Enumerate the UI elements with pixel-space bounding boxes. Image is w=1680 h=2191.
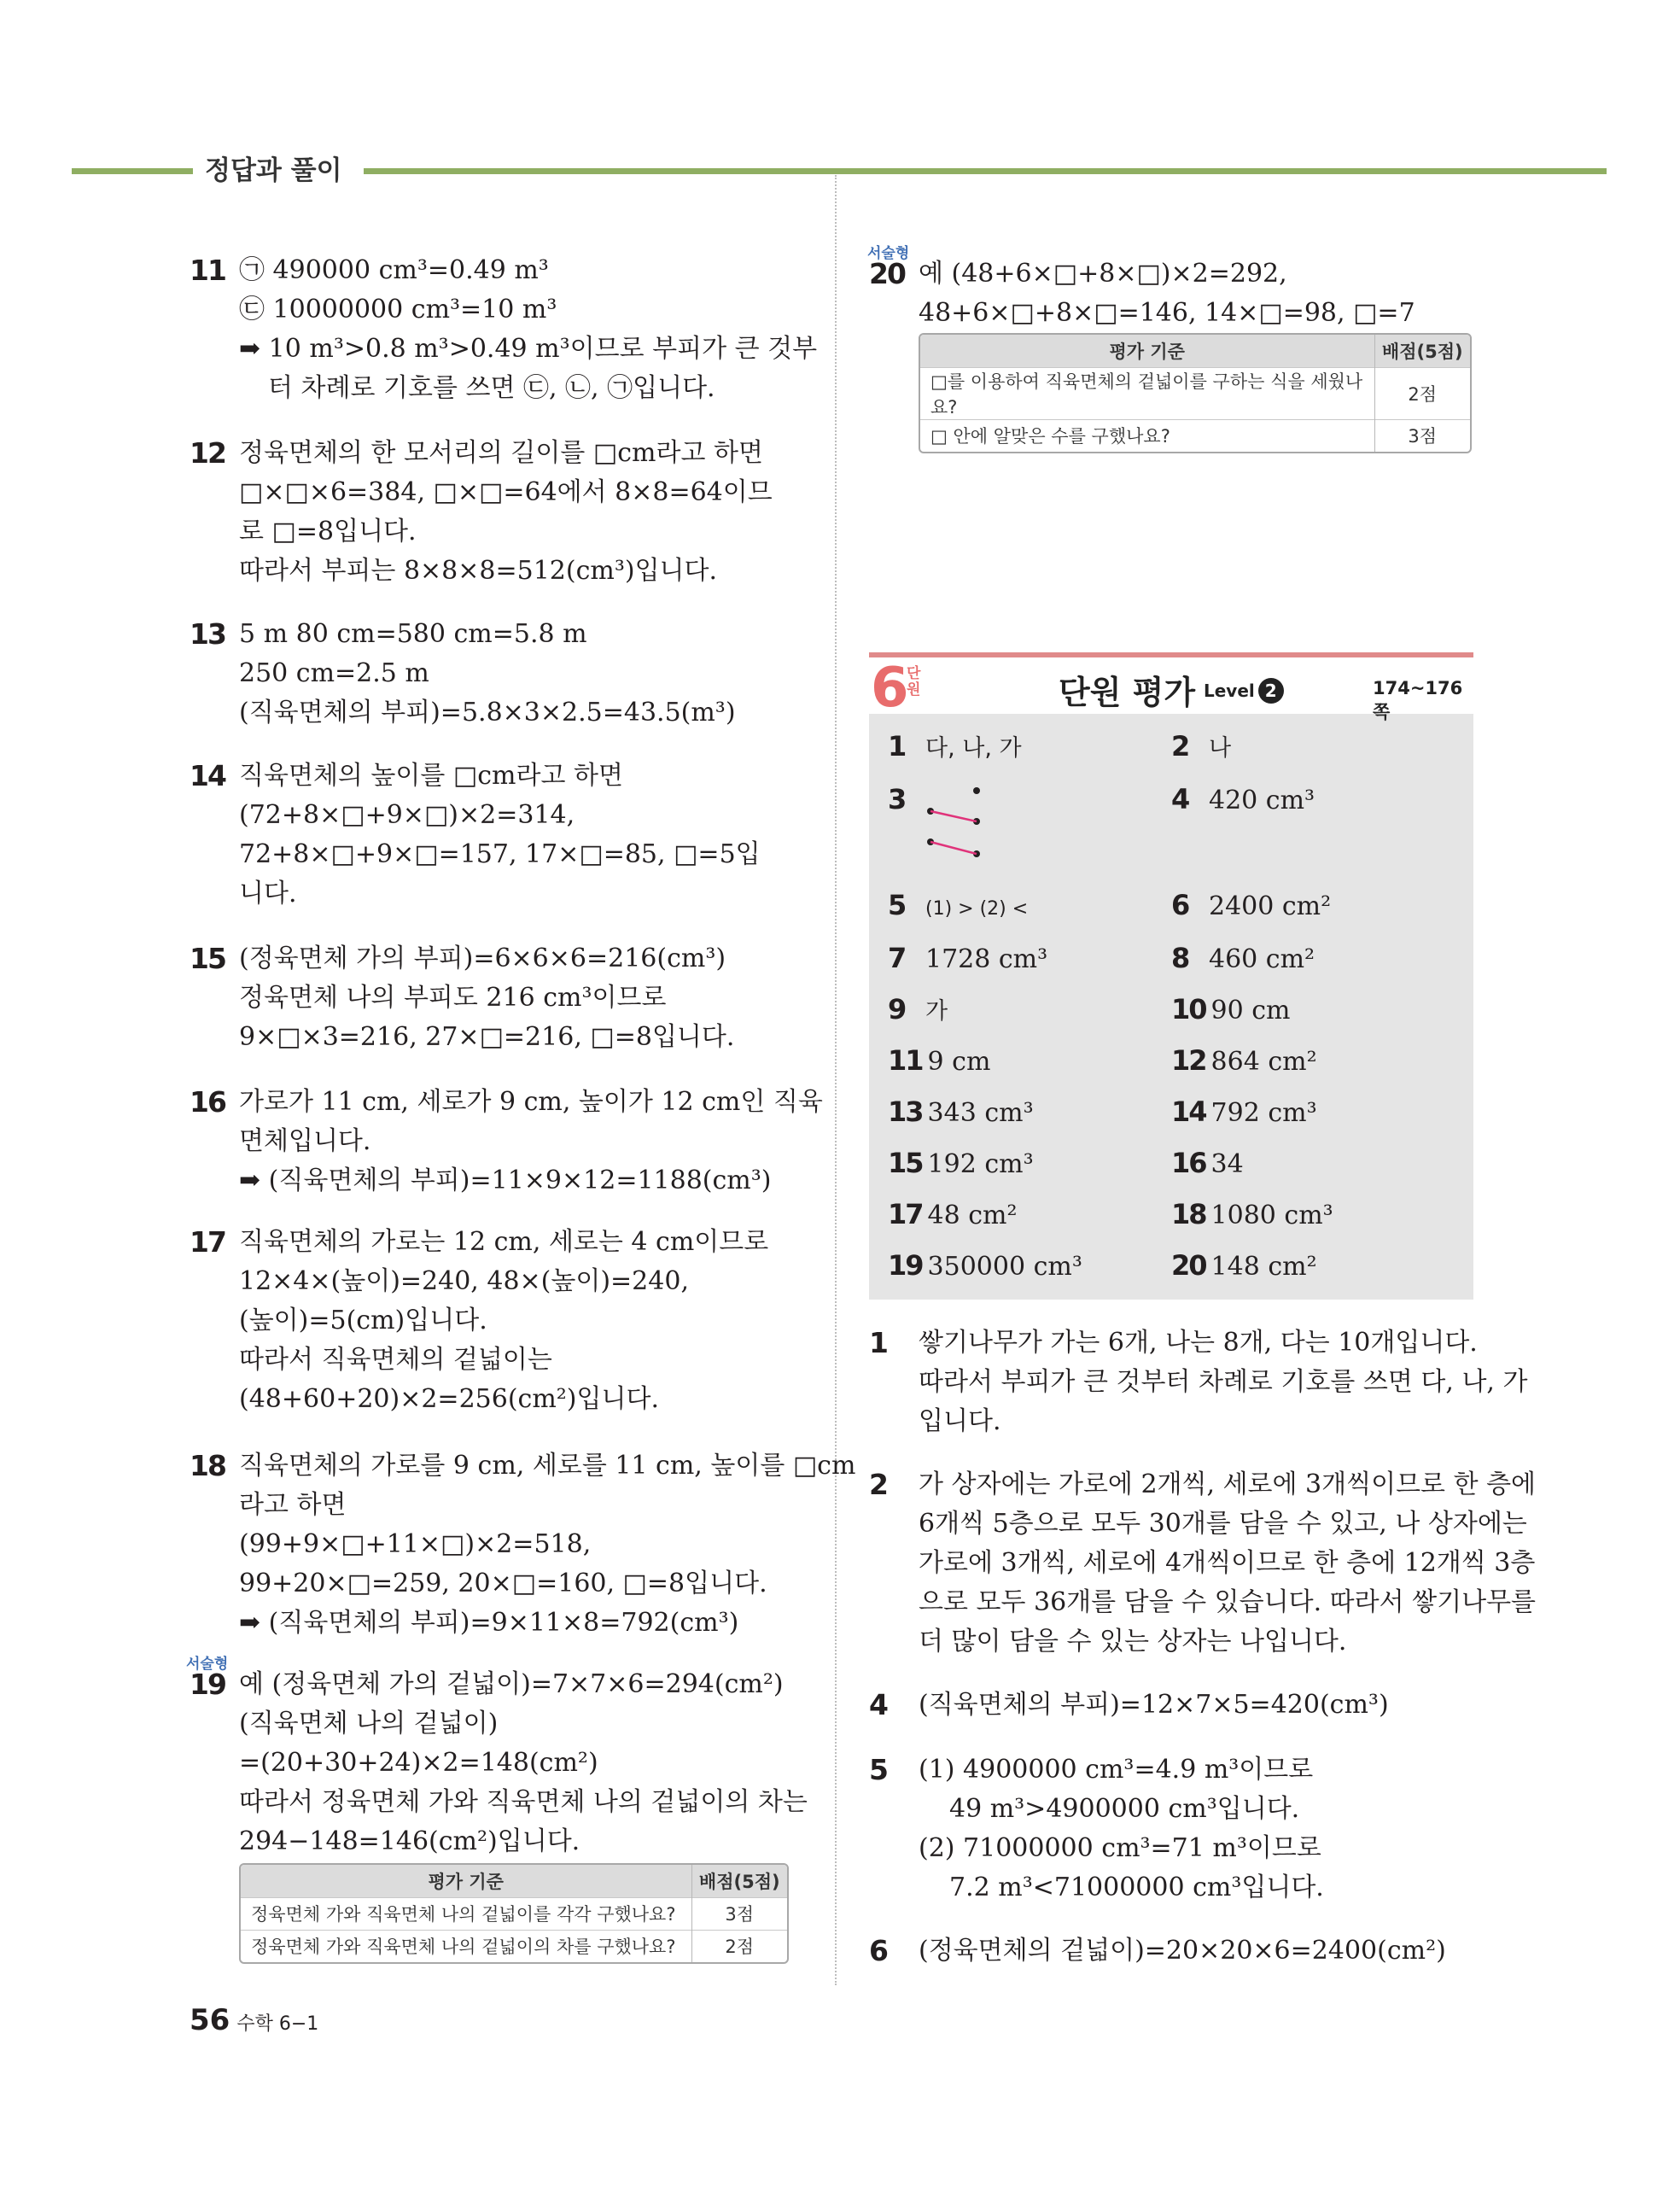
answer-item: 2 나 [1171,730,1232,762]
solution-line: (직육면체의 부피)=5.8×3×2.5=43.5(m³) [239,698,736,727]
problem-number: 12 [190,436,225,470]
header-rule-right [359,168,1607,174]
essay-type-tag: 서술형 [867,245,910,262]
solution-line: 48+6×□+8×□=146, 14×□=98, □=7 [919,298,1415,328]
solution-line: 250 cm=2.5 m [239,658,429,688]
page-number: 56 [190,2003,230,2037]
solution-line: 99+20×□=259, 20×□=160, □=8입니다. [239,1569,767,1598]
solution-line: 72+8×□+9×□=157, 17×□=85, □=5입 [239,839,761,869]
solution-line: (직육면체 나의 겉넓이) [239,1709,499,1738]
problem-number: 11 [190,254,225,287]
solution-line: 9×□×3=216, 27×□=216, □=8입니다. [239,1022,735,1052]
answer-item: 1 다, 나, 가 [888,730,1022,762]
table-header: 평가 기준 [920,335,1374,367]
answer-item: 16 34 [1171,1147,1244,1179]
problem-number: 5 [869,1753,887,1786]
solution-line: ㉢ 10000000 cm³=10 m³ [239,295,557,324]
solution-line: 으로 모두 36개를 담을 수 있습니다. 따라서 쌓기나무를 [919,1587,1537,1617]
answer-item: 5 (1) > (2) < [888,889,1029,921]
solution-line: 정육면체의 한 모서리의 길이를 □cm라고 하면 [239,438,763,468]
solution-line: 쌓기나무가 가는 6개, 나는 8개, 다는 10개입니다. [919,1328,1478,1358]
problem-number: 17 [190,1225,225,1259]
solution-line: 가로가 11 cm, 세로가 9 cm, 높이가 12 cm인 직육 [239,1087,823,1117]
solution-line: 라고 하면 [239,1490,347,1520]
solution-line: ➡ 10 m³>0.8 m³>0.49 m³이므로 부피가 큰 것부 [239,334,818,364]
solution-line: 직육면체의 가로는 12 cm, 세로는 4 cm이므로 [239,1227,769,1257]
table-cell: □를 이용하여 직육면체의 겉넓이를 구하는 식을 세웠나요? [920,367,1374,419]
solution-line: 면체입니다. [239,1126,371,1156]
table-header: 배점(5점) [1374,335,1470,367]
solution-line: 49 m³>4900000 cm³입니다. [949,1794,1300,1824]
answer-item: 14 792 cm³ [1171,1096,1317,1128]
solution-line: 정육면체 나의 부피도 216 cm³이므로 [239,983,667,1013]
answer-item: 11 9 cm [888,1044,991,1077]
scoring-table-20 [919,333,1472,453]
problem-number: 4 [869,1688,887,1721]
level-badge: Level 2 [1204,678,1284,704]
matching-lines-figure [922,780,990,866]
answer-item: 15 192 cm³ [888,1147,1034,1179]
solution-line: 예 (48+6×□+8×□)×2=292, [919,259,1287,289]
table-header: 배점(5점) [691,1865,787,1897]
table-cell: □ 안에 알맞은 수를 구했나요? [920,419,1374,452]
table-cell: 2점 [691,1930,787,1962]
solution-line: 예 (정육면체 가의 겉넓이)=7×7×6=294(cm²) [239,1669,784,1699]
header-rule-left [72,168,193,174]
solution-line: 따라서 부피가 큰 것부터 차례로 기호를 쓰면 다, 나, 가 [919,1367,1528,1397]
problem-number: 15 [190,942,225,975]
solution-line: 따라서 정육면체 가와 직육면체 나의 겉넓이의 차는 [239,1787,808,1817]
solution-line: ㉠ 490000 cm³=0.49 m³ [239,255,549,285]
solution-line: 5 m 80 cm=580 cm=5.8 m [239,619,587,649]
solution-line: (1) 4900000 cm³=4.9 m³이므로 [919,1755,1314,1785]
problem-number: 1 [869,1326,887,1359]
level-number: 2 [1258,678,1284,704]
table-cell: 정육면체 가와 직육면체 나의 겉넓이를 각각 구했나요? [241,1897,691,1930]
answer-item: 12 864 cm² [1171,1044,1317,1077]
problem-number: 19 [190,1668,225,1701]
solution-line: 입니다. [919,1406,1001,1436]
table-cell: 2점 [1374,367,1470,419]
solution-line: ➡ (직육면체의 부피)=11×9×12=1188(cm³) [239,1166,772,1195]
answer-item: 7 1728 cm³ [888,942,1048,974]
answer-item: 20 148 cm² [1171,1249,1317,1282]
answer-item: 17 48 cm² [888,1198,1018,1230]
answer-item: 8 460 cm² [1171,942,1315,974]
solution-line: 더 많이 담을 수 있는 상자는 나입니다. [919,1627,1347,1656]
solution-line: 6개씩 5층으로 모두 30개를 담을 수 있고, 나 상자에는 [919,1509,1527,1539]
problem-number: 20 [869,257,905,290]
solution-line: 직육면체의 가로를 9 cm, 세로를 11 cm, 높이를 □cm [239,1451,856,1481]
unit-title: 단원 평가 [1059,674,1196,711]
solution-line: 터 차례로 기호를 쓰면 ㉢, ㉡, ㉠입니다. [268,373,715,403]
solution-line: (정육면체의 겉넓이)=20×20×6=2400(cm²) [919,1936,1446,1966]
solution-line: (99+9×□+11×□)×2=518, [239,1529,592,1559]
page-footer [190,2003,318,2037]
solution-line: 따라서 부피는 8×8×8=512(cm³)입니다. [239,556,718,586]
unit-number: 6 [871,657,909,720]
table-cell: 정육면체 가와 직육면체 나의 겉넓이의 차를 구했나요? [241,1930,691,1962]
problem-number: 18 [190,1449,225,1482]
solution-line: (2) 71000000 cm³=71 m³이므로 [919,1833,1321,1863]
problem-number: 13 [190,617,225,651]
solution-line: 로 □=8입니다. [239,517,417,546]
answer-item: 18 1080 cm³ [1171,1198,1333,1230]
problem-number: 14 [190,759,225,792]
solution-line: (48+60+20)×2=256(cm²)입니다. [239,1384,659,1414]
solution-line: ➡ (직육면체의 부피)=9×11×8=792(cm³) [239,1608,739,1638]
answer-item: 19 350000 cm³ [888,1249,1082,1282]
table-row [920,419,1470,452]
answer-item: 9 가 [888,993,948,1025]
answer-item: 6 2400 cm² [1171,889,1332,921]
problem-number: 2 [869,1468,887,1501]
book-title: 수학 6−1 [236,2013,319,2035]
solution-line: □×□×6=384, □×□=64에서 8×8=64이므 [239,477,773,507]
solution-line: 가로에 3개씩, 세로에 4개씩이므로 한 층에 12개씩 3층 [919,1548,1536,1578]
answer-item: 13 343 cm³ [888,1096,1034,1128]
solution-line: 7.2 m³<71000000 cm³입니다. [949,1873,1324,1902]
table-row [920,367,1470,419]
page-header-title: 정답과 풀이 [193,149,364,193]
solution-line: =(20+30+24)×2=148(cm²) [239,1748,598,1778]
unit-evaluation-box [869,652,1473,1300]
problem-number: 6 [869,1934,887,1967]
solution-line: (72+8×□+9×□)×2=314, [239,800,575,830]
unit-box-header [869,657,1473,722]
column-divider [835,175,837,1985]
solution-line: 따라서 직육면체의 겉넓이는 [239,1345,552,1375]
table-header: 평가 기준 [241,1865,691,1897]
solution-line: (높이)=5(cm)입니다. [239,1306,487,1335]
solution-line: 가 상자에는 가로에 2개씩, 세로에 3개씩이므로 한 층에 [919,1469,1537,1499]
unit-label: 단원 [907,665,921,698]
solution-line: 12×4×(높이)=240, 48×(높이)=240, [239,1266,689,1296]
answer-item: 3 [888,783,906,815]
answer-item: 4 420 cm³ [1171,783,1315,815]
answer-item: 10 90 cm [1171,993,1291,1025]
scoring-table-19 [239,1863,789,1964]
essay-type-tag: 서술형 [186,1656,229,1673]
problem-number: 16 [190,1085,225,1119]
solution-line: 니다. [239,879,297,909]
table-cell: 3점 [1374,419,1470,452]
solution-line: 직육면체의 높이를 □cm라고 하면 [239,761,623,791]
solution-line: (직육면체의 부피)=12×7×5=420(cm³) [919,1690,1389,1720]
table-row [241,1930,787,1962]
solution-line: (정육면체 가의 부피)=6×6×6=216(cm³) [239,944,726,973]
table-cell: 3점 [691,1897,787,1930]
solution-line: 294−148=146(cm²)입니다. [239,1826,580,1856]
page-range: 174~176쪽 [1373,678,1463,722]
table-row [241,1897,787,1930]
